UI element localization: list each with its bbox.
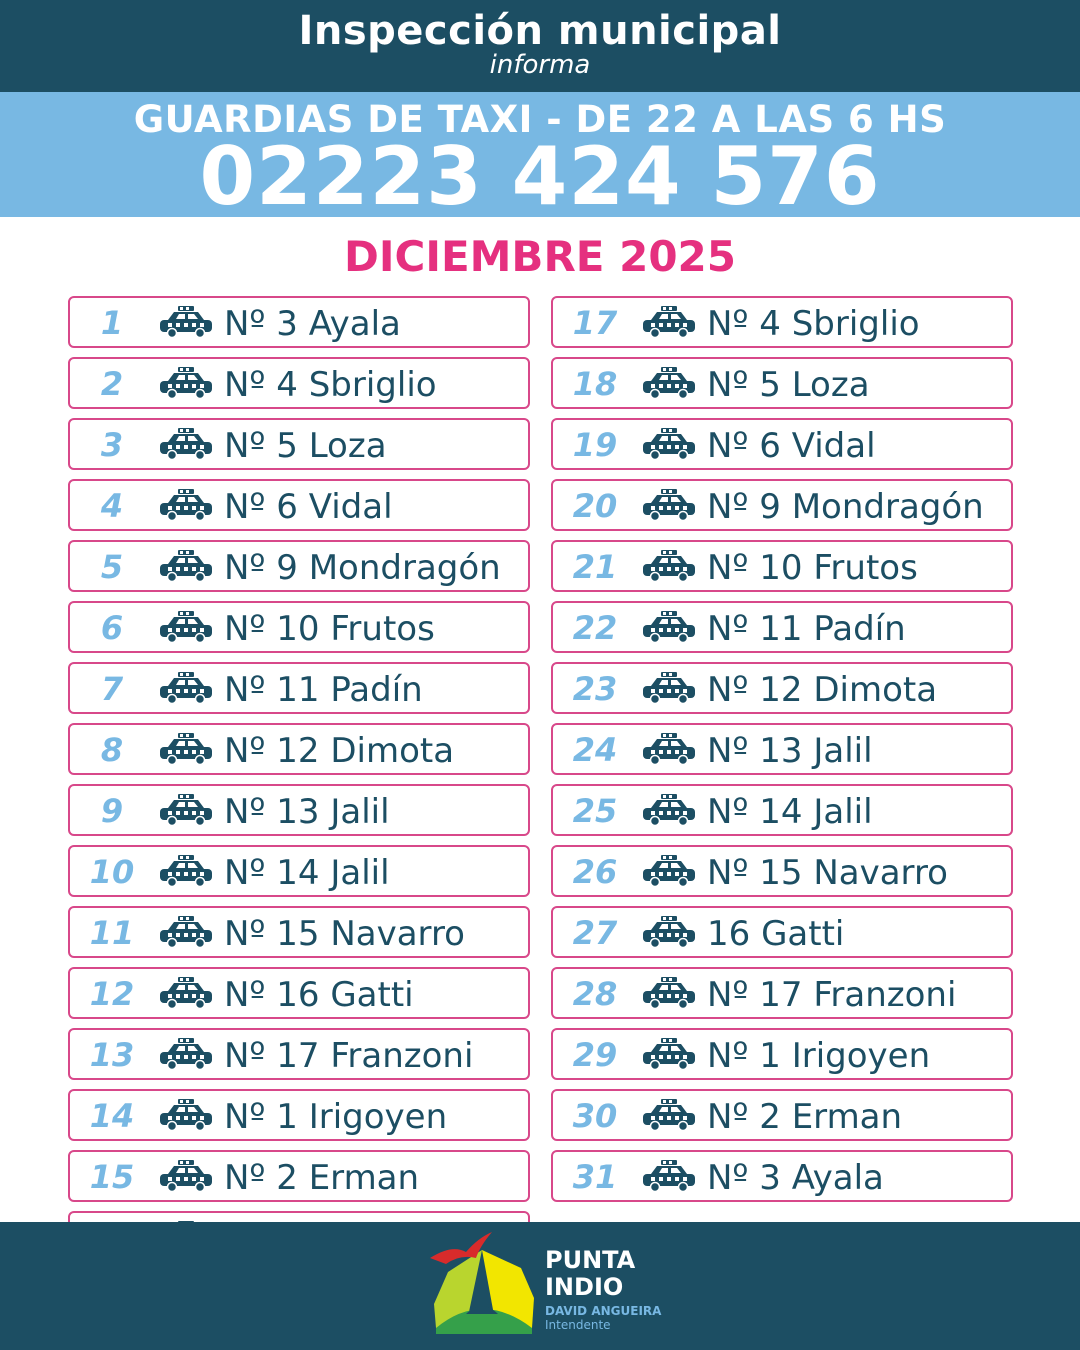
- taxi-name: Nº 6 Vidal: [224, 487, 393, 527]
- taxi-name: Nº 4 Sbriglio: [707, 304, 920, 344]
- day-number: 7: [100, 670, 124, 708]
- schedule-row: [551, 906, 1013, 958]
- banner-heading: GUARDIAS DE TAXI - DE 22 A LAS 6 HS: [133, 98, 947, 141]
- day-number: 18: [572, 365, 618, 403]
- schedule-row: [551, 357, 1013, 409]
- schedule-row: [68, 967, 530, 1019]
- taxi-icon: [158, 306, 214, 338]
- taxi-name: Nº 4 Sbriglio: [224, 365, 437, 405]
- taxi-name: Nº 10 Frutos: [707, 548, 918, 588]
- taxi-name: Nº 10 Frutos: [224, 609, 435, 649]
- header-title: Inspección municipal: [298, 8, 782, 54]
- taxi-icon: [641, 1160, 697, 1192]
- schedule-row: [68, 357, 530, 409]
- day-number: 24: [572, 731, 618, 769]
- taxi-name: Nº 6 Vidal: [707, 426, 876, 466]
- day-number: 17: [572, 304, 618, 342]
- taxi-icon: [641, 306, 697, 338]
- schedule-row: [68, 723, 530, 775]
- taxi-icon: [641, 367, 697, 399]
- taxi-banner: [0, 92, 1080, 223]
- day-number: 31: [572, 1158, 618, 1196]
- taxi-icon: [158, 794, 214, 826]
- taxi-icon: [158, 367, 214, 399]
- schedule-row: [551, 418, 1013, 470]
- taxi-name: Nº 17 Franzoni: [707, 975, 957, 1015]
- schedule-row: [68, 662, 530, 714]
- taxi-name: Nº 14 Jalil: [707, 792, 873, 832]
- taxi-icon: [158, 1038, 214, 1070]
- taxi-name: Nº 11 Padín: [224, 670, 423, 710]
- day-number: 28: [572, 975, 618, 1013]
- day-number: 3: [100, 426, 124, 464]
- schedule-row: [551, 1150, 1013, 1202]
- schedule-row: [68, 1089, 530, 1141]
- schedule-row: [68, 601, 530, 653]
- taxi-name: Nº 3 Ayala: [707, 1158, 884, 1198]
- schedule-row: [551, 479, 1013, 531]
- day-number: 15: [89, 1158, 135, 1196]
- taxi-icon: [641, 489, 697, 521]
- day-number: 21: [572, 548, 618, 586]
- month-title: DICIEMBRE 2025: [344, 232, 736, 281]
- header-bar: [0, 0, 1080, 92]
- day-number: 14: [89, 1097, 135, 1135]
- taxi-name: Nº 15 Navarro: [707, 853, 948, 893]
- taxi-icon: [641, 855, 697, 887]
- schedule-row: [551, 1028, 1013, 1080]
- taxi-name: Nº 1 Irigoyen: [224, 1097, 448, 1137]
- taxi-icon: [158, 855, 214, 887]
- day-number: 22: [572, 609, 618, 647]
- footer-bar: [0, 1222, 1080, 1350]
- schedule-row: [551, 1089, 1013, 1141]
- taxi-icon: [641, 550, 697, 582]
- taxi-icon: [158, 733, 214, 765]
- day-number: 19: [572, 426, 618, 464]
- taxi-name: Nº 2 Erman: [707, 1097, 903, 1137]
- day-number: 6: [100, 609, 124, 647]
- header-subtitle: informa: [489, 50, 591, 80]
- taxi-icon: [641, 733, 697, 765]
- schedule-row: [551, 845, 1013, 897]
- taxi-name: Nº 16 Gatti: [224, 975, 414, 1015]
- day-number: 9: [100, 792, 124, 830]
- official-name: DAVID ANGUEIRA: [545, 1304, 662, 1318]
- schedule-row: [551, 784, 1013, 836]
- day-number: 27: [572, 914, 618, 952]
- taxi-name: Nº 2 Erman: [224, 1158, 420, 1198]
- taxi-icon: [158, 672, 214, 704]
- taxi-icon: [158, 611, 214, 643]
- taxi-icon: [641, 977, 697, 1009]
- schedule-row: [551, 662, 1013, 714]
- schedule-row: [68, 845, 530, 897]
- taxi-icon: [158, 1160, 214, 1192]
- day-number: 12: [89, 975, 135, 1013]
- taxi-name: Nº 3 Ayala: [224, 304, 401, 344]
- brand-line-2: INDIO: [545, 1273, 624, 1301]
- day-number: 8: [100, 731, 124, 769]
- taxi-icon: [158, 550, 214, 582]
- taxi-name: Nº 11 Padín: [707, 609, 906, 649]
- day-number: 4: [100, 487, 124, 525]
- schedule-row: [551, 967, 1013, 1019]
- taxi-name: Nº 17 Franzoni: [224, 1036, 474, 1076]
- schedule-row: [68, 1150, 530, 1202]
- day-number: 30: [572, 1097, 618, 1135]
- schedule-row: [551, 296, 1013, 348]
- schedule-column-left: [68, 296, 530, 1272]
- schedule-row: [551, 723, 1013, 775]
- taxi-name: Nº 14 Jalil: [224, 853, 390, 893]
- taxi-icon: [641, 1038, 697, 1070]
- day-number: 10: [89, 853, 135, 891]
- taxi-icon: [158, 428, 214, 460]
- taxi-icon: [158, 489, 214, 521]
- day-number: 5: [100, 548, 124, 586]
- schedule-row: [551, 601, 1013, 653]
- day-number: 13: [89, 1036, 135, 1074]
- day-number: 2: [100, 365, 124, 403]
- taxi-icon: [641, 672, 697, 704]
- taxi-name: 16 Gatti: [707, 914, 845, 954]
- taxi-name: Nº 9 Mondragón: [224, 548, 501, 588]
- taxi-icon: [158, 916, 214, 948]
- phone-number[interactable]: 02223 424 576: [199, 130, 881, 223]
- schedule-row: [68, 479, 530, 531]
- punta-indio-logo: [426, 1228, 538, 1336]
- day-number: 25: [572, 792, 618, 830]
- schedule-column-right: [551, 296, 1013, 1211]
- taxi-icon: [641, 1099, 697, 1131]
- taxi-icon: [641, 794, 697, 826]
- taxi-icon: [641, 428, 697, 460]
- taxi-icon: [641, 916, 697, 948]
- schedule-row: [68, 540, 530, 592]
- taxi-icon: [641, 611, 697, 643]
- taxi-name: Nº 1 Irigoyen: [707, 1036, 931, 1076]
- day-number: 20: [572, 487, 618, 525]
- day-number: 29: [572, 1036, 618, 1074]
- official-title: Intendente: [545, 1318, 611, 1332]
- schedule-row: [68, 906, 530, 958]
- taxi-icon: [158, 1099, 214, 1131]
- schedule-row: [68, 418, 530, 470]
- day-number: 1: [100, 304, 124, 342]
- taxi-icon: [158, 977, 214, 1009]
- taxi-name: Nº 5 Loza: [707, 365, 870, 405]
- day-number: 11: [89, 914, 135, 952]
- taxi-name: Nº 12 Dimota: [224, 731, 455, 771]
- day-number: 23: [572, 670, 618, 708]
- brand-line-1: PUNTA: [545, 1246, 636, 1274]
- taxi-name: Nº 13 Jalil: [707, 731, 873, 771]
- taxi-name: Nº 9 Mondragón: [707, 487, 984, 527]
- schedule-row: [68, 1028, 530, 1080]
- taxi-name: Nº 12 Dimota: [707, 670, 938, 710]
- taxi-name: Nº 15 Navarro: [224, 914, 465, 954]
- day-number: 26: [572, 853, 618, 891]
- taxi-name: Nº 13 Jalil: [224, 792, 390, 832]
- brand-name: [545, 1247, 635, 1301]
- schedule-row: [68, 296, 530, 348]
- schedule-row: [68, 784, 530, 836]
- taxi-name: Nº 5 Loza: [224, 426, 387, 466]
- schedule-row: [551, 540, 1013, 592]
